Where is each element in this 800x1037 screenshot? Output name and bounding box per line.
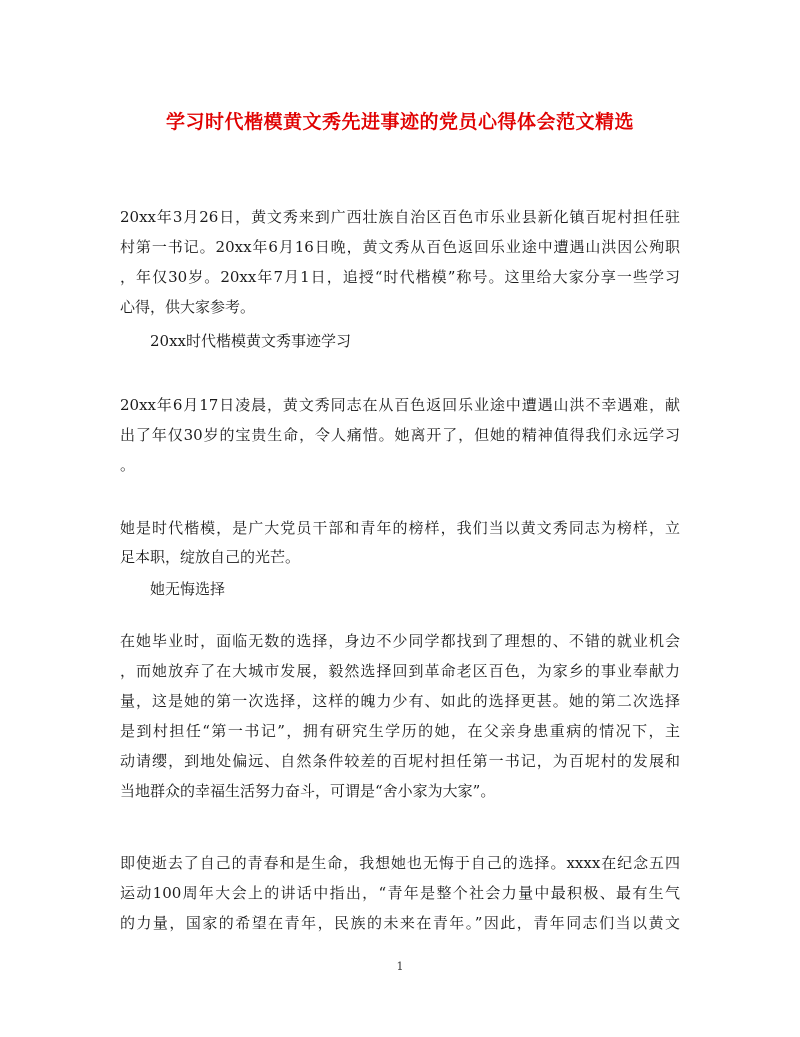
paragraph-line: 出了年仅30岁的宝贵生命，令人痛惜。她离开了，但她的精神值得我们永远学习	[120, 426, 680, 444]
paragraph-line: 。	[120, 456, 136, 474]
paragraph-line: 量，这是她的第一次选择，这样的魄力少有、如此的选择更甚。她的第二次选择	[120, 692, 680, 710]
section-heading: 20xx时代楷模黄文秀事迹学习	[150, 332, 352, 350]
paragraph-line: 的力量，国家的希望在青年，民族的未来在青年。”因此，青年同志们当以黄文	[120, 914, 680, 932]
paragraph-line: 动请缨，到地处偏远、自然条件较差的百坭村担任第一书记，为百坭村的发展和	[120, 752, 680, 770]
paragraph-line: 即使逝去了自己的青春和是生命，我想她也无悔于自己的选择。xxxx在纪念五四	[120, 854, 680, 872]
paragraph-line: 在她毕业时，面临无数的选择，身边不少同学都找到了理想的、不错的就业机会	[120, 632, 680, 650]
page-number: 1	[396, 960, 404, 973]
paragraph-line: 足本职，绽放自己的光芒。	[120, 548, 301, 566]
paragraph-line: 20xx年6月17日凌晨，黄文秀同志在从百色返回乐业途中遭遇山洪不幸遇难，献	[120, 396, 680, 414]
paragraph-line: ，而她放弃了在大城市发展，毅然选择回到革命老区百色，为家乡的事业奉献力	[120, 662, 680, 680]
intro-line: 20xx年3月26日，黄文秀来到广西壮族自治区百色市乐业县新化镇百坭村担任驻	[120, 208, 680, 226]
intro-line: ，年仅30岁。20xx年7月1日，追授“时代楷模”称号。这里给大家分享一些学习	[120, 268, 680, 286]
intro-line: 村第一书记。20xx年6月16日晚，黄文秀从百色返回乐业途中遭遇山洪因公殉职	[120, 238, 680, 256]
document-title: 学习时代楷模黄文秀先进事迹的党员心得体会范文精选	[165, 111, 634, 133]
section-heading: 她无悔选择	[150, 580, 226, 598]
intro-line: 心得，供大家参考。	[120, 298, 256, 316]
paragraph-line: 运动100周年大会上的讲话中指出，“青年是整个社会力量中最积极、最有生气	[120, 884, 680, 902]
paragraph-line: 她是时代楷模，是广大党员干部和青年的榜样，我们当以黄文秀同志为榜样，立	[120, 519, 680, 537]
paragraph-line: 当地群众的幸福生活努力奋斗，可谓是“舍小家为大家”。	[120, 782, 496, 800]
paragraph-line: 是到村担任“第一书记”，拥有研究生学历的她，在父亲身患重病的情况下，主	[120, 722, 680, 740]
